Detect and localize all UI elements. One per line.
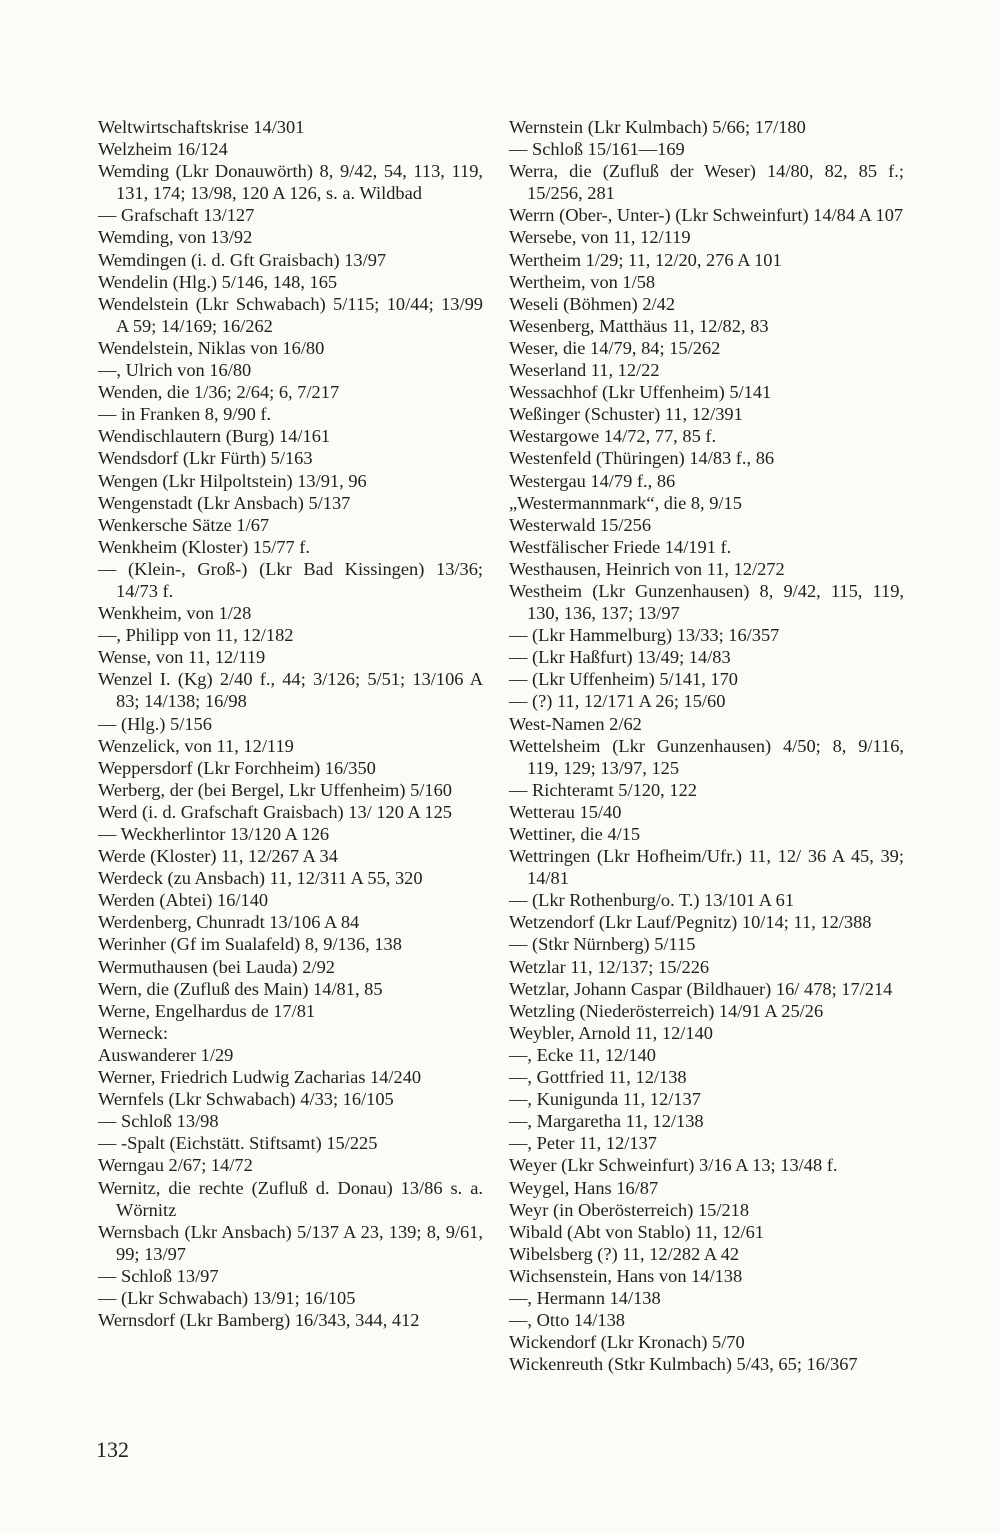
index-entry: — (Klein-, Groß-) (Lkr Bad Kissingen) 13/36; 14/73 f. (98, 558, 483, 601)
index-entry: Wendelin (Hlg.) 5/146, 148, 165 (98, 271, 338, 292)
index-entry: — (?) 11, 12/171 A 26; 15/60 (509, 691, 726, 712)
index-entry: West-Namen 2/62 (509, 713, 642, 734)
index-entry: — (Hlg.) 5/156 (98, 713, 212, 734)
index-entry: Werd (i. d. Grafschaft Graisbach) 13/ 120 A 125 (98, 801, 452, 822)
index-entry: Wendischlautern (Burg) 14/161 (98, 426, 331, 447)
index-entry: — (Lkr Rothenburg/o. T.) 13/101 A 61 (509, 890, 795, 911)
index-entry: Weseli (Böhmen) 2/42 (509, 293, 676, 314)
index-entry: Wibald (Abt von Stablo) 11, 12/61 (509, 1221, 764, 1242)
index-entry: Wendelstein (Lkr Schwabach) 5/115; 10/44; 13/99 A 59; 14/169; 16/262 (98, 293, 483, 336)
index-entry: Wernstein (Lkr Kulmbach) 5/66; 17/180 (509, 117, 806, 137)
index-entry: Weser, die 14/79, 84; 15/262 (509, 337, 721, 358)
index-entry: — Schloß 13/97 (98, 1265, 219, 1286)
index-entry: Wenkersche Sätze 1/67 (98, 514, 270, 535)
index-entry: — -Spalt (Eichstätt. Stiftsamt) 15/225 (98, 1133, 378, 1154)
page-number: 132 (96, 1437, 129, 1462)
index-entry: Wern, die (Zufluß des Main) 14/81, 85 (98, 978, 383, 999)
index-entry: Werde (Kloster) 11, 12/267 A 34 (98, 846, 338, 867)
index-entry: — Schloß 13/98 (98, 1111, 219, 1132)
index-entry: Werrn (Ober-, Unter-) (Lkr Schweinfurt) 14/84 A 107 (509, 205, 904, 226)
index-entry: —, Philipp von 11, 12/182 (98, 625, 294, 646)
index-entry: Wernfels (Lkr Schwabach) 4/33; 16/105 (98, 1089, 394, 1110)
index-entry: Wernsdorf (Lkr Bamberg) 16/343, 344, 412 (98, 1310, 420, 1331)
index-entry: Wenzelick, von 11, 12/119 (98, 735, 294, 756)
index-entry: —, Gottfried 11, 12/138 (509, 1067, 687, 1088)
index-entry: Werngau 2/67; 14/72 (98, 1155, 253, 1176)
index-entry: —, Ecke 11, 12/140 (509, 1044, 656, 1065)
index-entry: Weserland 11, 12/22 (509, 360, 660, 381)
index-entry: Westheim (Lkr Gunzenhausen) 8, 9/42, 115, 119, 130, 136, 137; 13/97 (509, 580, 904, 624)
index-entry: Westargowe 14/72, 77, 85 f. (509, 426, 717, 447)
index-entry: Wesenberg, Matthäus 11, 12/82, 83 (509, 315, 769, 336)
index-entry: Wenkheim, von 1/28 (98, 603, 252, 624)
index-entry: Weygel, Hans 16/87 (509, 1177, 659, 1198)
index-entry: — (Lkr Hammelburg) 13/33; 16/357 (509, 625, 780, 646)
index-column-right (509, 116, 904, 1375)
index-entry: Wemding, von 13/92 (98, 227, 253, 248)
index-entry: Werdenberg, Chunradt 13/106 A 84 (98, 912, 360, 933)
index-entry: Wettringen (Lkr Hofheim/Ufr.) 11, 12/ 36 A 45, 39; 14/81 (509, 846, 904, 889)
index-entry: — (Lkr Schwabach) 13/91; 16/105 (98, 1287, 356, 1308)
index-entry: Wettelsheim (Lkr Gunzenhausen) 4/50; 8, 9/116, 119, 129; 13/97, 125 (509, 735, 904, 778)
index-entry: Wessachhof (Lkr Uffenheim) 5/141 (509, 382, 772, 403)
index-entry: Westhausen, Heinrich von 11, 12/272 (509, 558, 785, 579)
index-entry: Werne, Engelhardus de 17/81 (98, 1000, 316, 1021)
index-entry: Werneck: (98, 1022, 168, 1043)
index-entry: — Weckherlintor 13/120 A 126 (98, 824, 330, 844)
index-entry: Westergau 14/79 f., 86 (509, 470, 676, 491)
index-entry: Wenkheim (Kloster) 15/77 f. (98, 536, 311, 557)
index-entry: Weppersdorf (Lkr Forchheim) 16/350 (98, 757, 376, 778)
index-entry: — Grafschaft 13/127 (98, 205, 255, 226)
index-entry: — in Franken 8, 9/90 f. (98, 404, 272, 425)
index-entry: Wetzlar, Johann Caspar (Bildhauer) 16/ 478; 17/214 (509, 978, 893, 999)
index-entry: —, Peter 11, 12/137 (509, 1133, 657, 1154)
index-entry: Weyer (Lkr Schweinfurt) 3/16 A 13; 13/48 f. (509, 1155, 838, 1176)
index-entry: Welzheim 16/124 (98, 139, 228, 160)
index-entry: Werberg, der (bei Bergel, Lkr Uffenheim) 5/160 (98, 779, 452, 800)
index-column-left (98, 116, 483, 1331)
index-entry: Wenden, die 1/36; 2/64; 6, 7/217 (98, 382, 340, 403)
index-entry: Wengen (Lkr Hilpoltstein) 13/91, 96 (98, 470, 367, 491)
index-entry: Wenzel I. (Kg) 2/40 f., 44; 3/126; 5/51; 13/106 A 83; 14/138; 16/98 (98, 669, 483, 712)
index-entry: Wickenreuth (Stkr Kulmbach) 5/43, 65; 16/367 (509, 1354, 858, 1375)
index-entry: Wertheim, von 1/58 (509, 271, 656, 292)
index-entry: Wetzling (Niederösterreich) 14/91 A 25/26 (509, 1000, 824, 1021)
index-entry: Wibelsberg (?) 11, 12/282 A 42 (509, 1243, 740, 1264)
index-entry: Werden (Abtei) 16/140 (98, 890, 269, 911)
index-entry: Wengenstadt (Lkr Ansbach) 5/137 (98, 492, 351, 513)
index-entry: —, Kunigunda 11, 12/137 (509, 1089, 701, 1110)
index-entry: Wetzendorf (Lkr Lauf/Pegnitz) 10/14; 11, 12/388 (509, 912, 872, 933)
index-entry: Wemdingen (i. d. Gft Graisbach) 13/97 (98, 249, 387, 270)
index-entry: Wermuthausen (bei Lauda) 2/92 (98, 956, 336, 977)
index-entry: Weßinger (Schuster) 11, 12/391 (509, 404, 743, 425)
index-entry: Wetzlar 11, 12/137; 15/226 (509, 956, 710, 977)
index-entry: Westfälischer Friede 14/191 f. (509, 536, 732, 557)
index-entry: — Richteramt 5/120, 122 (509, 779, 697, 800)
index-entry: —, Ulrich von 16/80 (98, 360, 252, 381)
index-entry: Wetterau 15/40 (509, 801, 622, 822)
index-entry: Wendsdorf (Lkr Fürth) 5/163 (98, 448, 313, 469)
index-entry: Wernsbach (Lkr Ansbach) 5/137 A 23, 139; 8, 9/61, 99; 13/97 (98, 1221, 483, 1264)
index-entry: Werdeck (zu Ansbach) 11, 12/311 A 55, 320 (98, 868, 423, 889)
index-entry: Wettiner, die 4/15 (509, 824, 641, 844)
index-entry: „Westermannmark“, die 8, 9/15 (509, 492, 742, 513)
index-entry: Wichsenstein, Hans von 14/138 (509, 1265, 743, 1286)
index-entry: Werinher (Gf im Sualafeld) 8, 9/136, 138 (98, 934, 402, 955)
index-entry: Wense, von 11, 12/119 (98, 647, 266, 668)
index-entry: —, Hermann 14/138 (509, 1287, 661, 1308)
index-entry: Weltwirtschaftskrise 14/301 (98, 117, 305, 137)
index-entry: Weyr (in Oberösterreich) 15/218 (509, 1199, 750, 1220)
index-entry: Westenfeld (Thüringen) 14/83 f., 86 (509, 448, 775, 469)
index-entry: Wickendorf (Lkr Kronach) 5/70 (509, 1332, 745, 1353)
index-entry: — (Stkr Nürnberg) 5/115 (509, 934, 696, 955)
index-entry: Weybler, Arnold 11, 12/140 (509, 1022, 713, 1043)
index-entry: Wersebe, von 11, 12/119 (509, 227, 691, 248)
index-entry: Werra, die (Zufluß der Weser) 14/80, 82, 85 f.; 15/256, 281 (509, 161, 904, 204)
index-entry: Westerwald 15/256 (509, 514, 652, 535)
index-entry: — Schloß 15/161—169 (509, 139, 685, 160)
index-entry: Wendelstein, Niklas von 16/80 (98, 337, 325, 358)
index-entry: — (Lkr Haßfurt) 13/49; 14/83 (509, 647, 731, 668)
index-entry: —, Otto 14/138 (509, 1310, 625, 1331)
index-entry: Wernitz, die rechte (Zufluß d. Donau) 13/86 s. a. Wörnitz (98, 1177, 483, 1220)
index-entry: —, Margaretha 11, 12/138 (509, 1111, 704, 1132)
index-entry: Wemding (Lkr Donauwörth) 8, 9/42, 54, 113, 119, 131, 174; 13/98, 120 A 126, s. a. Wildbad (98, 161, 483, 204)
index-entry: Wertheim 1/29; 11, 12/20, 276 A 101 (509, 249, 782, 270)
index-entry: Werner, Friedrich Ludwig Zacharias 14/240 (98, 1067, 422, 1088)
index-entry: — (Lkr Uffenheim) 5/141, 170 (509, 669, 738, 690)
index-entry: Auswanderer 1/29 (98, 1044, 234, 1065)
